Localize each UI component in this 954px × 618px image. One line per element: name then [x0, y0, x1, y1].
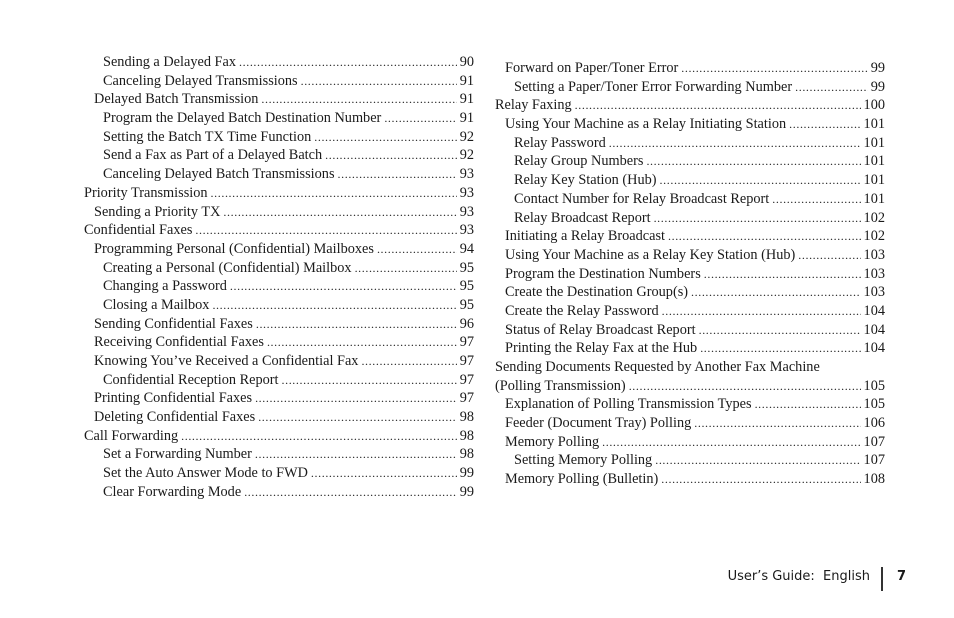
- toc-entry: [495, 283, 885, 302]
- toc-dot-leader: [211, 184, 457, 203]
- toc-dot-leader: [267, 333, 457, 352]
- toc-entry: [84, 464, 474, 483]
- toc-dot-leader: [681, 59, 867, 78]
- toc-dot-leader: [789, 115, 860, 134]
- toc-entry-title: Program the Destination Numbers: [505, 265, 701, 282]
- toc-entry-title: Changing a Password: [103, 278, 227, 295]
- toc-entry-page: 101: [863, 116, 885, 133]
- toc-entry-title: Sending Confidential Faxes: [94, 315, 253, 332]
- toc-entry: [495, 433, 885, 452]
- toc-entry: [495, 152, 885, 171]
- toc-entry-title: Set the Auto Answer Mode to FWD: [103, 465, 308, 482]
- toc-dot-leader: [662, 302, 861, 321]
- toc-entry: [495, 96, 885, 115]
- toc-entry-title: Program the Delayed Batch Destination Number: [103, 110, 382, 127]
- toc-dot-leader: [772, 190, 860, 209]
- toc-dot-leader: [255, 445, 457, 464]
- toc-entry: [84, 90, 474, 109]
- toc-entry-title: Closing a Mailbox: [103, 296, 210, 313]
- toc-entry-title: Printing the Relay Fax at the Hub: [505, 340, 698, 357]
- toc-entry-title: Forward on Paper/Toner Error: [505, 60, 679, 76]
- toc-entry: [84, 221, 474, 240]
- toc-entry: [84, 184, 474, 203]
- toc-entry-title: Call Forwarding: [84, 427, 179, 444]
- toc-dot-leader: [338, 165, 457, 184]
- toc-entry-page: 97: [459, 371, 474, 388]
- toc-entry-page: 103: [863, 284, 885, 301]
- toc-dot-leader: [195, 221, 456, 240]
- toc-entry-page: 91: [459, 110, 474, 127]
- toc-entry-title: Initiating a Relay Broadcast: [505, 228, 665, 245]
- toc-entry: [495, 395, 885, 414]
- toc-dot-leader: [212, 296, 456, 315]
- toc-dot-leader: [311, 464, 457, 483]
- toc-entry-title: Status of Relay Broadcast Report: [505, 321, 696, 338]
- toc-entry-title: Relay Broadcast Report: [514, 209, 651, 226]
- toc-entry-title: Delayed Batch Transmission: [94, 91, 259, 108]
- toc-entry-title: Create the Destination Group(s): [505, 284, 689, 301]
- toc-entry-title: Feeder (Document Tray) Polling: [505, 415, 692, 432]
- toc-dot-leader: [646, 152, 860, 171]
- footer-divider: [881, 567, 883, 591]
- toc-entry-page: 97: [459, 353, 474, 369]
- toc-entry: [495, 321, 885, 340]
- toc-entry-title: Programming Personal (Confidential) Mailboxes: [94, 240, 374, 257]
- toc-dot-leader: [691, 283, 861, 302]
- toc-entry-page: 92: [459, 128, 474, 145]
- toc-dot-leader: [655, 451, 860, 470]
- toc-entry: [84, 483, 474, 502]
- toc-dot-leader: [282, 371, 457, 390]
- toc-entry-page: 102: [863, 228, 885, 245]
- toc-entry: [84, 315, 474, 334]
- toc-entry-title: Relay Password: [514, 134, 606, 151]
- toc-entry: [84, 352, 474, 371]
- toc-entry-title: Using Your Machine as a Relay Initiating Station: [505, 116, 787, 133]
- toc-entry: [495, 78, 885, 97]
- toc-entry-page: 101: [863, 190, 885, 207]
- toc-entry-title: Setting a Paper/Toner Error Forwarding Number: [514, 78, 793, 95]
- toc-entry-page: 104: [863, 340, 885, 357]
- toc-dot-leader: [223, 203, 456, 222]
- toc-entry-title: Setting Memory Polling: [514, 452, 653, 469]
- toc-dot-leader: [699, 321, 861, 340]
- toc-entry: [84, 427, 474, 446]
- toc-dot-leader: [694, 414, 860, 433]
- toc-entry: [495, 451, 885, 470]
- toc-entry-page: 108: [863, 471, 885, 488]
- toc-entry-page: 106: [863, 415, 885, 432]
- toc-entry-page: 93: [459, 222, 474, 239]
- toc-entry: [495, 171, 885, 190]
- toc-dot-leader: [314, 128, 456, 147]
- toc-entry-title: Priority Transmission: [84, 184, 208, 201]
- toc-dot-leader: [256, 315, 457, 334]
- toc-entry-page: 103: [863, 246, 885, 263]
- toc-entry: [495, 190, 885, 209]
- toc-dot-leader: [575, 96, 861, 115]
- toc-entry-page: 96: [459, 315, 474, 332]
- toc-entry-title: Sending a Priority TX: [94, 203, 221, 220]
- toc-entry-page: 99: [459, 483, 474, 500]
- toc-entry: [84, 389, 474, 408]
- toc-entry: [84, 371, 474, 390]
- toc-dot-leader: [244, 483, 457, 502]
- toc-entry-page: 97: [459, 334, 474, 351]
- toc-dot-leader: [661, 470, 860, 489]
- toc-entry: [84, 259, 474, 278]
- toc-dot-leader: [377, 240, 457, 259]
- toc-entry-title: Sending a Delayed Fax: [103, 54, 237, 70]
- toc-entry: [495, 227, 885, 246]
- toc-entry-title: Confidential Reception Report: [103, 371, 279, 388]
- toc-entry: [84, 53, 474, 72]
- toc-dot-leader: [700, 339, 860, 358]
- toc-entry-page: 95: [459, 278, 474, 295]
- toc-entry: [84, 296, 474, 315]
- toc-entry: [495, 134, 885, 153]
- toc-dot-leader: [261, 90, 456, 109]
- toc-entry-page: 107: [863, 452, 885, 469]
- toc-dot-leader: [325, 146, 457, 165]
- toc-entry-title: Setting the Batch TX Time Function: [103, 128, 312, 145]
- toc-entry-page: 104: [863, 302, 885, 319]
- toc-entry: [84, 408, 474, 427]
- toc-entry-page: 101: [863, 134, 885, 151]
- toc-dot-leader: [704, 265, 861, 284]
- toc-entry-page: 95: [459, 259, 474, 276]
- toc-entry: [84, 203, 474, 222]
- toc-entry-page: 99: [870, 60, 885, 76]
- toc-entry-title: Relay Key Station (Hub): [514, 172, 657, 189]
- toc-entry: [495, 377, 885, 396]
- toc-left-column: [84, 53, 474, 502]
- toc-entry-title: Receiving Confidential Faxes: [94, 334, 264, 351]
- toc-entry-page: 107: [863, 433, 885, 450]
- toc-dot-leader: [654, 209, 861, 228]
- toc-dot-leader: [239, 53, 457, 72]
- toc-entry-title: Relay Faxing: [495, 97, 572, 114]
- toc-entry-title: Send a Fax as Part of a Delayed Batch: [103, 147, 323, 164]
- toc-entry: [84, 128, 474, 147]
- toc-entry-title: Memory Polling (Bulletin): [505, 471, 659, 488]
- toc-entry-page: 90: [459, 54, 474, 70]
- toc-entry-title: Knowing You’ve Received a Confidential Fax: [94, 353, 359, 369]
- toc-entry: [84, 146, 474, 165]
- toc-entry: [84, 240, 474, 259]
- toc-entry-page: 104: [863, 321, 885, 338]
- toc-entry: [84, 109, 474, 128]
- toc-entry: [495, 358, 885, 377]
- toc-entry-title: Canceling Delayed Batch Transmissions: [103, 166, 335, 183]
- toc-right-column: [495, 59, 885, 489]
- toc-entry-page: 97: [459, 390, 474, 407]
- toc-dot-leader: [361, 352, 456, 371]
- toc-entry: [495, 470, 885, 489]
- toc-dot-leader: [230, 277, 457, 296]
- toc-entry: [495, 302, 885, 321]
- toc-entry: [495, 59, 885, 78]
- toc-entry-title: Relay Group Numbers: [514, 153, 644, 170]
- toc-entry-page: 105: [863, 396, 885, 413]
- toc-entry-page: 99: [870, 78, 885, 95]
- toc-entry-page: 98: [459, 409, 474, 426]
- toc-dot-leader: [660, 171, 861, 190]
- toc-dot-leader: [355, 259, 457, 278]
- toc-entry-title: Confidential Faxes: [84, 222, 193, 239]
- toc-entry-page: 93: [459, 166, 474, 183]
- toc-entry-title: (Polling Transmission): [495, 377, 626, 394]
- toc-dot-leader: [602, 433, 860, 452]
- page-footer: [700, 565, 920, 593]
- toc-entry-page: 92: [459, 147, 474, 164]
- toc-dot-leader: [629, 377, 861, 396]
- toc-dot-leader: [258, 408, 457, 427]
- toc-dot-leader: [795, 78, 868, 97]
- toc-entry-title: Printing Confidential Faxes: [94, 390, 253, 407]
- toc-entry-page: 98: [459, 446, 474, 463]
- toc-entry: [495, 414, 885, 433]
- toc-dot-leader: [255, 389, 457, 408]
- toc-entry-title: Using Your Machine as a Relay Key Station (Hub): [505, 246, 796, 263]
- toc-entry-page: 91: [459, 72, 474, 89]
- toc-dot-leader: [668, 227, 861, 246]
- toc-entry-page: 93: [459, 203, 474, 220]
- toc-entry-title: Clear Forwarding Mode: [103, 483, 242, 500]
- toc-entry-page: 103: [863, 265, 885, 282]
- toc-entry-title: Memory Polling: [505, 433, 600, 450]
- toc-entry-page: 95: [459, 296, 474, 313]
- toc-entry-page: 91: [459, 91, 474, 108]
- toc-entry-title: Contact Number for Relay Broadcast Report: [514, 190, 770, 207]
- toc-dot-leader: [609, 134, 861, 153]
- toc-entry: [495, 115, 885, 134]
- toc-entry-page: 101: [863, 153, 885, 170]
- toc-dot-leader: [384, 109, 456, 128]
- toc-entry-page: 93: [459, 184, 474, 201]
- toc-dot-leader: [181, 427, 457, 446]
- toc-dot-leader: [301, 72, 457, 91]
- toc-entry-title: Set a Forwarding Number: [103, 446, 252, 463]
- toc-entry: [84, 72, 474, 91]
- toc-entry-title: Create the Relay Password: [505, 302, 659, 319]
- toc-entry-page: 102: [863, 209, 885, 226]
- toc-entry-title: Sending Documents Requested by Another Fax Machine: [495, 359, 820, 375]
- toc-entry: [495, 209, 885, 228]
- toc-entry-title: Canceling Delayed Transmissions: [103, 72, 298, 89]
- toc-entry: [84, 165, 474, 184]
- toc-entry-page: 101: [863, 172, 885, 189]
- toc-entry: [84, 333, 474, 352]
- footer-guide-label: User’s Guide: English: [727, 569, 870, 584]
- toc-entry-page: 100: [863, 97, 885, 114]
- toc-entry-page: 99: [459, 465, 474, 482]
- toc-entry: [495, 246, 885, 265]
- toc-entry-title: Deleting Confidential Faxes: [94, 409, 256, 426]
- toc-dot-leader: [798, 246, 860, 265]
- toc-entry-page: 98: [459, 427, 474, 444]
- toc-entry-title: Explanation of Polling Transmission Types: [505, 396, 752, 413]
- toc-entry: [84, 277, 474, 296]
- toc-dot-leader: [755, 395, 861, 414]
- toc-entry-title: Creating a Personal (Confidential) Mailbox: [103, 259, 352, 276]
- footer-page-number: 7: [897, 569, 907, 584]
- toc-entry-page: 105: [863, 377, 885, 394]
- toc-entry: [495, 339, 885, 358]
- toc-entry: [84, 445, 474, 464]
- toc-entry: [495, 265, 885, 284]
- toc-entry-page: 94: [459, 240, 474, 257]
